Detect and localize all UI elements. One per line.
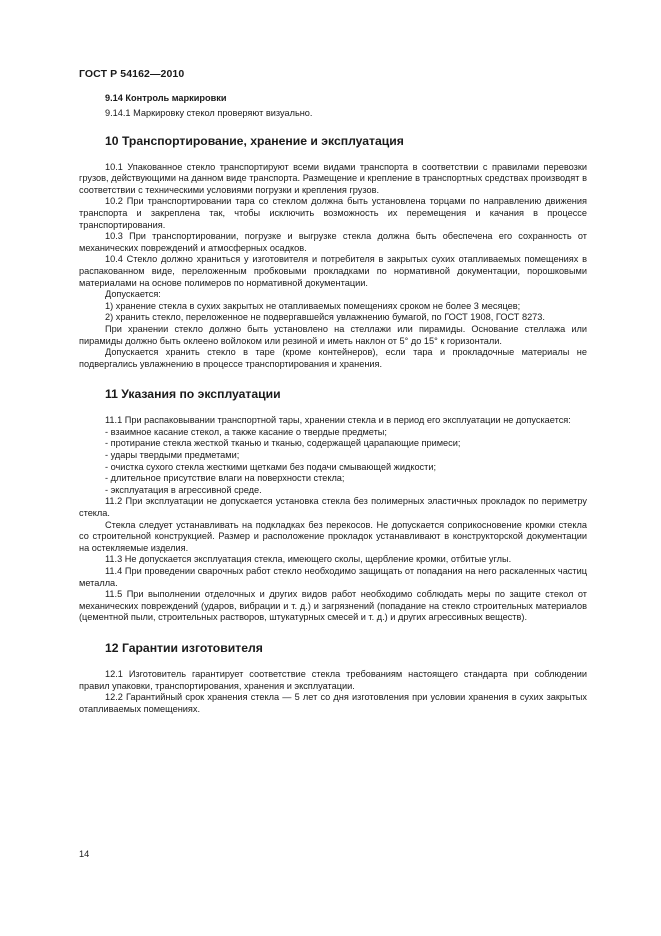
paragraph-gaskets: Стекла следует устанавливать на подкладках без перекосов. Не допускается соприкосновение кромки стекла со строительной конструкцией. Размер и расположение прокладок устанавливают в конструкторской документации на остекляемые изделия. bbox=[79, 519, 587, 553]
list-item: - эксплуатация в агрессивной среде. bbox=[105, 484, 262, 495]
page-number: 14 bbox=[79, 849, 90, 859]
subsection-title-9-14: 9.14 Контроль маркировки bbox=[105, 93, 227, 103]
paragraph-12-2: 12.2 Гарантийный срок хранения стекла — 5 лет со дня изготовления при условии хранения в сухих закрытых отапливаемых помещениях. bbox=[79, 692, 587, 714]
list-item: - удары твердыми предметами; bbox=[105, 450, 240, 461]
paragraph-10-3: 10.3 При транспортировании, погрузке и выгрузке стекла должна быть обеспечена его сохранность от механических повреждений и атмосферных осадков. bbox=[79, 231, 587, 253]
section-title-10: 10 Транспортирование, хранение и эксплуатация bbox=[105, 133, 404, 148]
section-title-11: 11 Указания по эксплуатации bbox=[105, 387, 281, 402]
paragraph-10-1: 10.1 Упакованное стекло транспортируют всеми видами транспорта в соответствии с правилами перевозки грузов, действующими на данном виде транспорта. Размещение и крепление в транспортных средствах производят в соответствии с техническими условиями погрузки и крепления грузов. bbox=[79, 161, 587, 195]
paragraph-10-2: 10.2 При транспортировании тара со стеклом должна быть установлена торцами по направлению движения транспорта и закреплена так, чтобы исключить возможность их перемещения и качания в процессе транспортирования. bbox=[79, 196, 587, 230]
list-item: - длительное присутствие влаги на поверхности стекла; bbox=[105, 473, 345, 484]
section-title-12: 12 Гарантии изготовителя bbox=[105, 640, 263, 655]
paragraph-11-4: 11.4 При проведении сварочных работ стекло необходимо защищать от попадания на него раскаленных частиц металла. bbox=[79, 566, 587, 588]
paragraph-11-2: 11.2 При эксплуатации не допускается установка стекла без полимерных эластичных прокладок по периметру стекла. bbox=[79, 496, 587, 519]
paragraph-allowed: Допускается: bbox=[105, 289, 161, 300]
page-body bbox=[79, 93, 587, 715]
list-item: - протирание стекла жесткой тканью и тканью, содержащей царапающие примеси; bbox=[105, 438, 461, 449]
paragraph-allowed-1: 1) хранение стекла в сухих закрытых не отапливаемых помещениях сроком не более 3 месяцев; bbox=[105, 300, 521, 311]
list-item: - взаимное касание стекол, а также касание о твердые предметы; bbox=[105, 426, 387, 437]
paragraph-container-storage: Допускается хранить стекло в таре (кроме контейнеров), если тара и прокладочные материалы не подвергались увлажнению в процессе транспортирования и хранения. bbox=[79, 347, 587, 369]
paragraph-12-1: 12.1 Изготовитель гарантирует соответствие стекла требованиям настоящего стандарта при соблюдении правил упаковки, транспортирования, хранения и эксплуатации. bbox=[79, 668, 587, 691]
paragraph-11-5: 11.5 При выполнении отделочных и других видов работ необходимо соблюдать меры по защите стекол от механических повреждений (ударов, вибрации и т. д.) и загрязнений (попадание на стекло строительных материалов (цементной пыли, строительных растворов, штукатурных смесей и т. д.) и других агрессивных веществ). bbox=[79, 589, 587, 623]
paragraph-9-14-1: 9.14.1 Маркировку стекол проверяют визуально. bbox=[105, 108, 313, 118]
paragraph-11-3: 11.3 Не допускается эксплуатация стекла, имеющего сколы, щербление кромки, отбитые углы. bbox=[105, 554, 512, 565]
paragraph-10-4: 10.4 Стекло должно храниться у изготовителя и потребителя в закрытых сухих отапливаемых помещениях в распакованном виде, переложенным пробковыми прокладками по нормативной документации, порошковыми материалами на основе полимеров по нормативной документации. bbox=[79, 254, 587, 288]
paragraph-racks: При хранении стекло должно быть установлено на стеллажи или пирамиды. Основание стеллажа или пирамиды должно быть оклеено войлоком или резиной и иметь наклон от 5° до 15° к горизонтали. bbox=[79, 323, 587, 346]
paragraph-allowed-2: 2) хранить стекло, переложенное не подвергавшейся увлажнению бумагой, по ГОСТ 1908, ГОСТ 8273. bbox=[105, 312, 545, 323]
standard-code-header: ГОСТ Р 54162—2010 bbox=[79, 68, 185, 80]
list-item: - очистка сухого стекла жесткими щетками без подачи смывающей жидкости; bbox=[105, 461, 437, 472]
paragraph-11-1: 11.1 При распаковывании транспортной тары, хранении стекла и в период его эксплуатации не допускается: bbox=[105, 415, 571, 426]
